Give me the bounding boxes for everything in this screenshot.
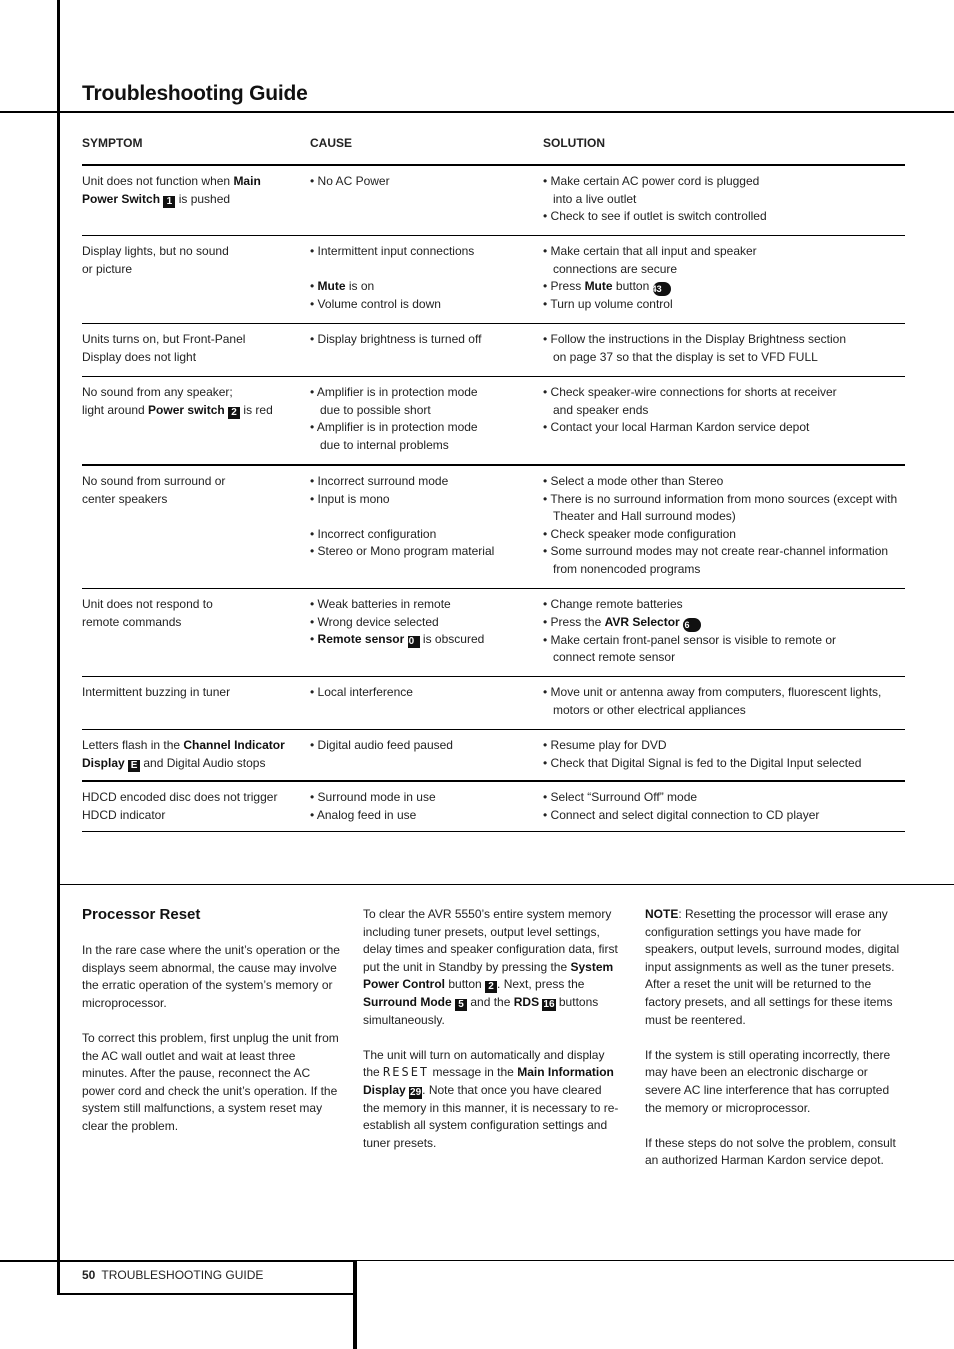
table-row <box>82 677 905 730</box>
control-number-badge: 16 <box>543 998 555 1010</box>
section-rule <box>59 884 954 885</box>
page-title: Troubleshooting Guide <box>82 82 308 105</box>
control-number-badge: 29 <box>410 1086 422 1098</box>
control-number-badge: 1 <box>163 196 175 208</box>
table-row <box>82 324 905 377</box>
symptom-cell: Unit does not respond to remote commands <box>82 597 213 629</box>
header-solution: SOLUTION <box>543 136 605 150</box>
paragraph: The unit will turn on automatically and display the RESET message in the Main Information Display 29. Note that once you have cleared the memory in this manner, it is necessary to re-establish all system configuration settings and tuner presets. <box>363 1047 619 1150</box>
paragraph: NOTE: Resetting the processor will erase any configuration settings you have made for speakers, output levels, surround modes, digital input assignments as well as the tuner presets. After a reset the unit will be returned to the factory presets, and all settings for these items must be reentered. <box>645 907 900 1027</box>
table-row <box>82 166 905 236</box>
cause-cell: • Amplifier is in protection mode due to possible short • Amplifier is in protection mode due to internal problems <box>310 384 543 464</box>
solution-cell: • Make certain AC power cord is plugged into a live outlet • Check to see if outlet is switch controlled <box>543 173 905 235</box>
solution-cell: • Check speaker-wire connections for shorts at receiver and speaker ends • Contact your local Harman Kardon service depot <box>543 384 905 464</box>
solution-cell: • Select a mode other than Stereo • There is no surround information from mono sources (except with Theater and Hall surround modes) • Check speaker mode configuration • Some surround modes may not create rear-channel information from nonencoded programs <box>543 473 905 588</box>
symptom-cell: Intermittent buzzing in tuner <box>82 685 231 699</box>
reset-column-3 <box>645 906 903 1188</box>
control-number-badge: 2 <box>485 981 497 993</box>
title-rule <box>0 111 954 113</box>
display-message: RESET <box>383 1065 430 1080</box>
page-number: 50 <box>82 1268 96 1282</box>
footer-vertical-rule <box>353 1260 357 1349</box>
paragraph: In the rare case where the unit’s operation or the displays seem abnormal, the cause may involve the erratic operation of the system’s memory or microprocessor. <box>82 943 340 1010</box>
symptom-cell: HDCD encoded disc does not trigger HDCD indicator <box>82 790 278 822</box>
cause-cell: • Incorrect surround mode • Input is mono • Incorrect configuration • Stereo or Mono program material <box>310 473 543 588</box>
troubleshooting-table <box>82 136 905 832</box>
table-row <box>82 730 905 782</box>
cause-cell: • Display brightness is turned off <box>310 331 543 376</box>
table-header <box>82 136 905 166</box>
table-row <box>82 466 905 589</box>
cause-cell: • Digital audio feed paused <box>310 737 543 780</box>
header-symptom: SYMPTOM <box>82 136 143 150</box>
control-number-badge: 5 <box>455 999 467 1011</box>
footer-rule <box>0 1260 356 1262</box>
symptom-cell: Letters flash in the Channel Indicator Display E and Digital Audio stops <box>82 738 285 771</box>
paragraph: To clear the AVR 5550’s entire system memory including tuner presets, output level settings, delay times and speaker configuration data, first put the unit in Standby by pressing the System Power Control button 2 . Next, press the Surround Mode 5 and the RDS 16 buttons simultaneously. <box>363 907 618 1027</box>
paragraph: If the system is still operating incorrectly, there may have been an electronic discharge or severe AC line interference that has corrupted the memory or microprocessor. <box>645 1047 891 1115</box>
symptom-cell: Display lights, but no sound or picture <box>82 244 229 276</box>
header-cause: CAUSE <box>310 136 353 150</box>
solution-cell: • Resume play for DVD • Check that Digital Signal is fed to the Digital Input selected <box>543 737 905 780</box>
cause-cell: • No AC Power <box>310 173 543 235</box>
table-row <box>82 236 905 324</box>
left-margin-rule <box>57 0 60 1295</box>
cause-cell: • Weak batteries in remote • Wrong device selected • Remote sensor 30 is obscured <box>310 596 543 676</box>
control-number-badge: E <box>128 760 140 772</box>
table-row <box>82 782 905 832</box>
solution-cell: • Move unit or antenna away from computers, fluorescent lights, motors or other electrical appliances <box>543 684 905 729</box>
footer-rule-thin <box>356 1260 954 1261</box>
table-row <box>82 377 905 466</box>
page-footer <box>82 1268 263 1282</box>
section-title: Processor Reset <box>82 906 201 923</box>
reset-column-1 <box>82 942 340 1153</box>
cause-cell: • Intermittent input connections • Mute is on • Volume control is down <box>310 243 543 323</box>
cause-cell: • Local interference <box>310 684 543 729</box>
control-number-badge: 2 <box>228 407 240 419</box>
solution-cell: • Follow the instructions in the Display Brightness section on page 37 so that the display is set to VFD FULL <box>543 331 905 376</box>
footer-label: TROUBLESHOOTING GUIDE <box>101 1268 264 1282</box>
control-number-badge: 30 <box>408 636 420 648</box>
cause-cell: • Surround mode in use • Analog feed in use <box>310 789 543 831</box>
symptom-cell: Units turns on, but Front-Panel Display does not light <box>82 332 246 364</box>
table-row <box>82 589 905 677</box>
control-number-badge: 6 <box>683 618 701 632</box>
solution-cell: • Change remote batteries • Press the AVR Selector 6 • Make certain front-panel sensor is visible to remote or connect remote sensor <box>543 596 905 676</box>
solution-cell: • Make certain that all input and speaker connections are secure • Press Mute button 43 • Turn up volume control <box>543 243 905 323</box>
footer-bottom-rule <box>57 1293 356 1295</box>
symptom-cell: No sound from surround or center speakers <box>82 474 226 506</box>
control-number-badge: 43 <box>653 282 671 296</box>
reset-column-2 <box>363 906 621 1170</box>
symptom-cell: No sound from any speaker; light around Power switch 2 is red <box>82 385 273 418</box>
symptom-cell: Unit does not function when Main Power Switch 1 is pushed <box>82 174 261 207</box>
paragraph: To correct this problem, first unplug the unit from the AC wall outlet and wait at least three minutes. After the pause, reconnect the AC power cord and check the unit’s operation. If the system still malfunctions, a system reset may clear the problem. <box>82 1030 339 1133</box>
paragraph: If these steps do not solve the problem, consult an authorized Harman Kardon service depot. <box>645 1135 896 1168</box>
solution-cell: • Select “Surround Off” mode • Connect and select digital connection to CD player <box>543 789 905 831</box>
